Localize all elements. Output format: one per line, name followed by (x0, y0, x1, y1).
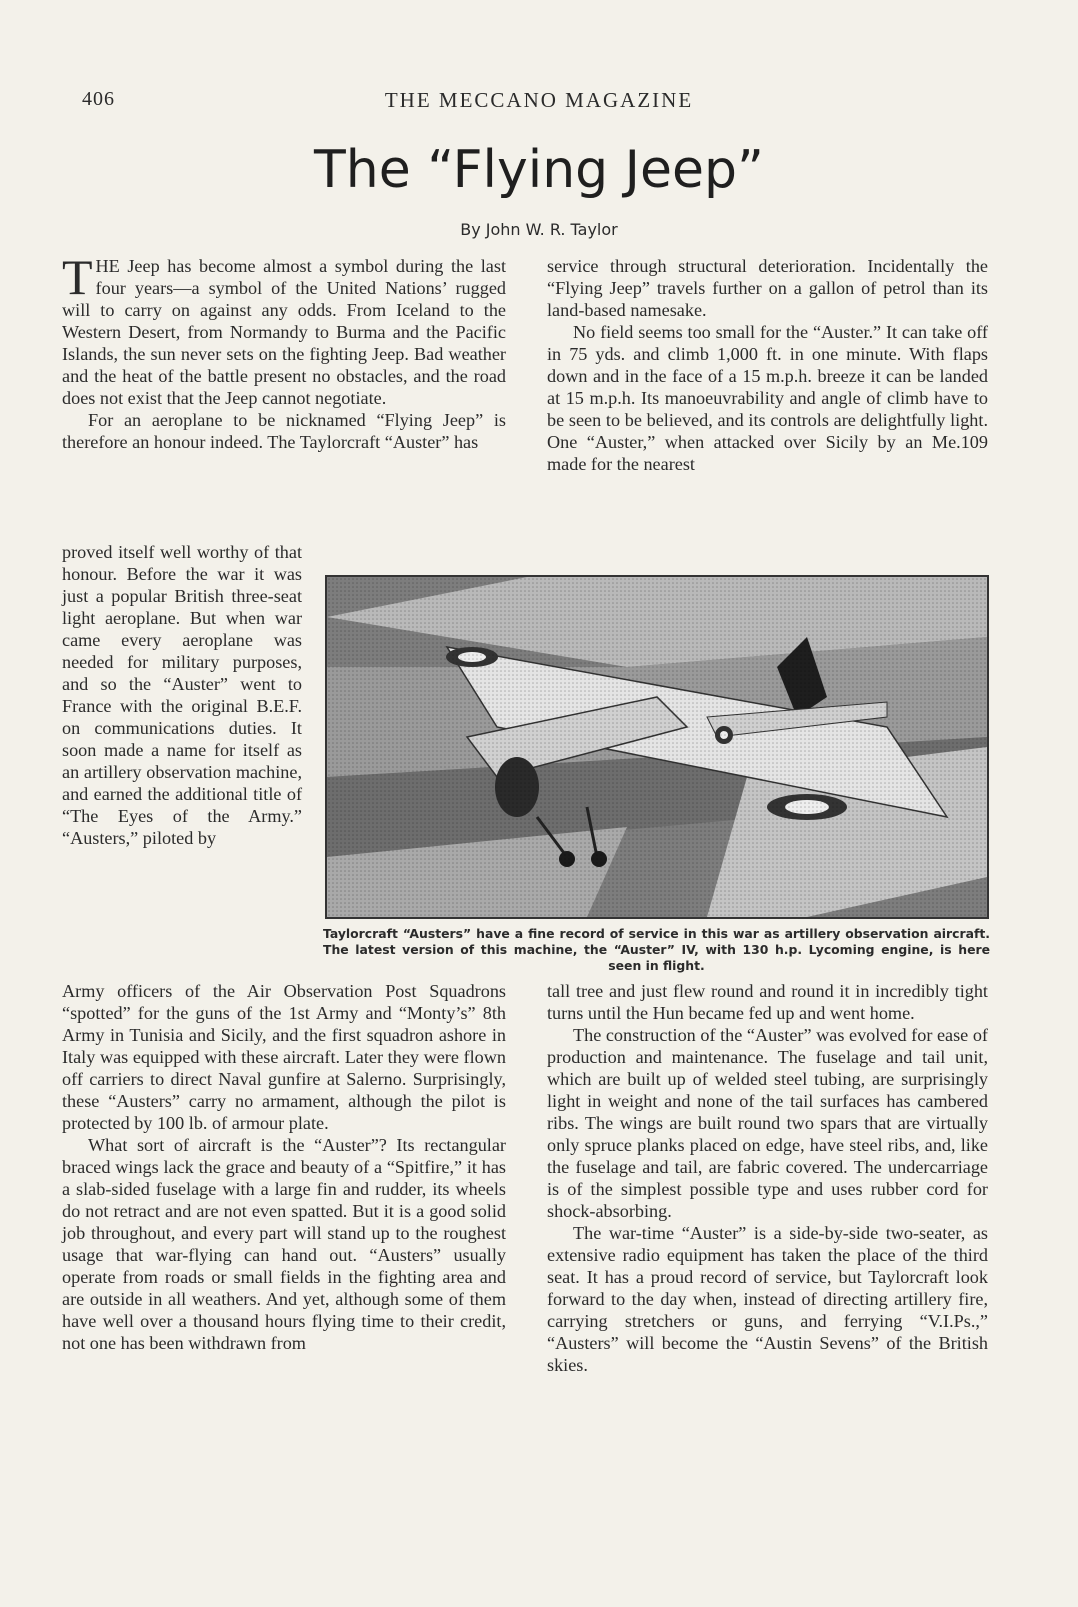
right-column-top (547, 255, 988, 475)
drop-cap: T (62, 249, 93, 305)
paragraph-2-start: For an aeroplane to be nicknamed “Flying Jeep” is therefore an honour indeed. The Taylorcraft “Auster” has (62, 410, 506, 452)
left-column-narrow (62, 541, 302, 849)
paragraph-3-continued: service through structural deterioration. Incidentally the “Flying Jeep” travels further on a gallon of petrol than its land-based namesake. (547, 256, 988, 320)
page-number: 406 (82, 88, 115, 110)
magazine-title: THE MECCANO MAGAZINE (384, 88, 694, 112)
paragraph-1 (62, 249, 506, 409)
running-head (0, 88, 1078, 118)
paragraph-3: What sort of aircraft is the “Auster”? Its rectangular braced wings lack the grace and beauty of a “Spitfire,” it has a slab-sided fuselage with a large fin and rudder, its wheels do not retract and are not even spatted. But it is a good solid job throughout, and every part will stand up to the roughest usage that war-flying can hand out. “Austers” usually operate from roads or small fields in the fighting area and are outside in all weathers. And yet, although some of them have well over a thousand hours flying time to their credit, not one has been withdrawn from (62, 1135, 506, 1353)
left-column-bottom (62, 980, 506, 1354)
paragraph-2-end: Army officers of the Air Observation Post Squadrons “spotted” for the guns of the 1st Army and “Monty’s” 8th Army in Tunisia and Sicily, and the first squadron ashore in Italy was equipped with these aircraft. Later they were flown off carriers to direct Naval gunfire at Salerno. Surprisingly, these “Austers” carry no armament, although the pilot is protected by 100 lb. of armour plate. (62, 981, 506, 1133)
paragraph-4: No field seems too small for the “Auster.” It can take off in 75 yds. and climb 1,000 ft. in one minute. With flaps down and in the face of a 15 m.p.h. breeze it can be landed at 15 m.p.h. Its manoeuvrability and angle of climb have to be seen to be believed, and its controls are delightfully light. One “Auster,” when attacked over Sicily by an Me.109 made for the nearest (547, 322, 988, 474)
right-column-bottom (547, 980, 988, 1376)
paragraph-4-continued: tall tree and just flew round and round it in incredibly tight turns until the Hun became fed up and went home. (547, 981, 988, 1023)
photo-caption: Taylorcraft “Austers” have a fine record of service in this war as artillery observation aircraft. The latest version of this machine, the “Auster” IV, with 130 h.p. Lycoming engine, is here seen in flight. (323, 926, 990, 973)
aircraft-photo (325, 575, 989, 919)
left-column-top (62, 249, 506, 453)
paragraph-2-narrow: proved itself well worthy of that honour. Before the war it was just a popular British three-seat light aeroplane. But when war came every aeroplane was needed for military purposes, and so the “Auster” went to France with the original B.E.F. on communications duties. It soon made a name for itself as an artillery observation machine, and earned the additional title of “The Eyes of the Army.” “Austers,” piloted by (62, 542, 302, 848)
auster-aircraft-illustration (327, 577, 987, 917)
article-title: The “Flying Jeep” (314, 140, 764, 200)
byline: By John W. R. Taylor (460, 220, 618, 239)
paragraph-6: The war-time “Auster” is a side-by-side two-seater, as extensive radio equipment has taken the place of the third seat. It has a proud record of service, but Taylorcraft look forward to the day when, instead of directing artillery fire, carrying stretchers or guns, and ferrying “V.I.Ps.,” “Austers” will become the “Austin Sevens” of the British skies. (547, 1223, 988, 1375)
paragraph-1-text: HE Jeep has become almost a symbol during the last four years—a symbol of the United Nations’ rugged will to carry on against any odds. From Iceland to the Western Desert, from Normandy to Burma and the Pacific Islands, the sun never sets on the fighting Jeep. Bad weather and the heat of the battle present no obstacles, and the road does not exist that the Jeep cannot negotiate. (62, 256, 506, 408)
paragraph-5: The construction of the “Auster” was evolved for ease of production and maintenance. The fuselage and tail unit, which are built up of welded steel tubing, are surprisingly light in weight and none of the tail surfaces has cambered ribs. The wings are built round two spars that are virtually only spruce planks placed on edge, have steel ribs, and, like the fuselage and tail, are fabric covered. The undercarriage is of the simplest possible type and uses rubber cord for shock-absorbing. (547, 1025, 988, 1221)
